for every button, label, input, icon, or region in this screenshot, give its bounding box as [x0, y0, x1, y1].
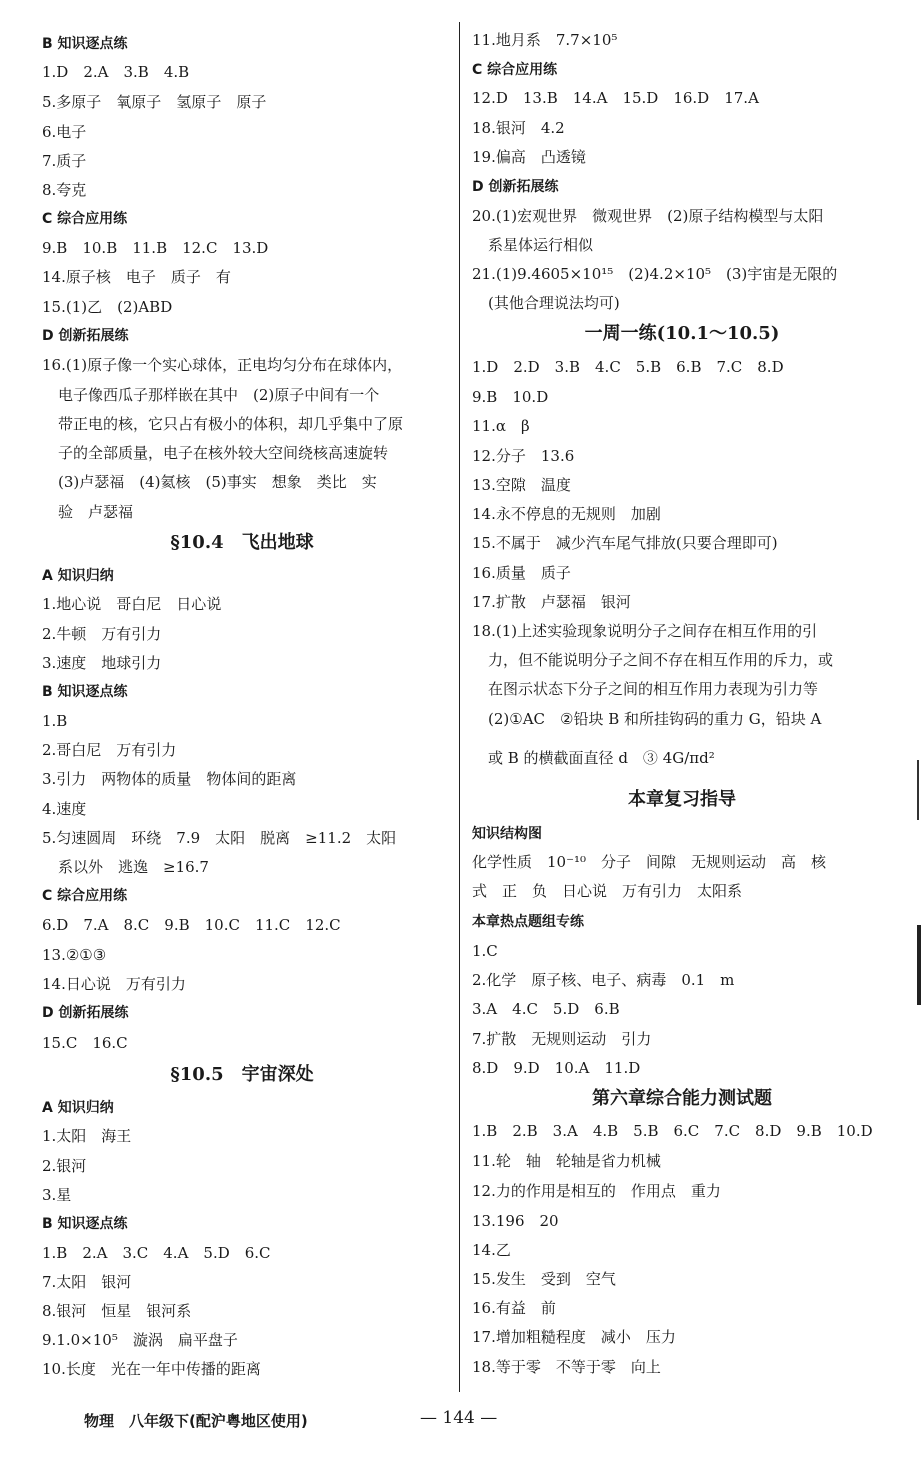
answer-line: 8.D 9.D 10.A 11.D [472, 1059, 641, 1077]
answer-line: 2.哥白尼 万有引力 [42, 741, 177, 759]
answer-line: 1.B 2.B 3.A 4.B 5.B 6.C 7.C 8.D 9.B 10.D [472, 1122, 873, 1140]
answer-line: 17.增加粗糙程度 减小 压力 [472, 1328, 676, 1346]
answer-continuation: (其他合理说法均可) [488, 294, 620, 312]
answer-line: 16.质量 质子 [472, 564, 571, 582]
answer-line: 6.D 7.A 8.C 9.B 10.C 11.C 12.C [42, 916, 341, 934]
section-label: C 综合应用练 [42, 888, 128, 904]
answer-line: 3.速度 地球引力 [42, 654, 162, 672]
answer-line: 14.乙 [472, 1241, 511, 1259]
answer-line: 15.不属于 减少汽车尾气排放(只要合理即可) [472, 534, 778, 552]
answer-line: 2.牛顿 万有引力 [42, 625, 162, 643]
answer-line: 12.分子 13.6 [472, 447, 575, 465]
answer-line: 20.(1)宏观世界 微观世界 (2)原子结构模型与太阳 [472, 207, 824, 225]
answer-continuation: (2)①AC ②铅块 B 和所挂钩码的重力 G，铅块 A [488, 710, 822, 728]
answer-line: 9.B 10.D [472, 388, 549, 406]
answer-line: 1.D 2.A 3.B 4.B [42, 63, 190, 81]
answer-line: 14.日心说 万有引力 [42, 975, 186, 993]
answer-line: 1.D 2.D 3.B 4.C 5.B 6.B 7.C 8.D [472, 358, 784, 376]
answer-line: 18.等于零 不等于零 向上 [472, 1358, 661, 1376]
answer-line: 11.α β [472, 417, 530, 435]
answer-line: 19.偏高 凸透镜 [472, 148, 586, 166]
answer-line: 15.(1)乙 (2)ABD [42, 298, 173, 316]
answer-line: 11.轮 轴 轮轴是省力机械 [472, 1152, 661, 1170]
answer-line: 10.长度 光在一年中传播的距离 [42, 1360, 261, 1378]
answer-line: 13.②①③ [42, 946, 107, 964]
answer-line: 2.化学 原子核、电子、病毒 0.1 m [472, 971, 735, 989]
answer-line: 8.夸克 [42, 181, 87, 199]
section-label: B 知识逐点练 [42, 1216, 128, 1232]
answer-line: 15.发生 受到 空气 [472, 1270, 616, 1288]
answer-continuation: (3)卢瑟福 (4)氦核 (5)事实 想象 类比 实 [58, 473, 377, 491]
answer-continuation: 验 卢瑟福 [58, 503, 134, 521]
answer-line: 3.星 [42, 1186, 72, 1204]
answer-continuation: 在图示状态下分子之间的相互作用力表现为引力等 [488, 680, 819, 698]
answer-line: 17.扩散 卢瑟福 银河 [472, 593, 631, 611]
answer-line: 式 正 负 日心说 万有引力 太阳系 [472, 882, 743, 900]
answer-line: 9.B 10.B 11.B 12.C 13.D [42, 239, 269, 257]
answer-line: 14.永不停息的无规则 加剧 [472, 505, 661, 523]
section-label: 本章热点题组专练 [472, 914, 584, 930]
answer-line: 1.C [472, 942, 498, 960]
answer-line: 14.原子核 电子 质子 有 [42, 268, 231, 286]
answer-line: 12.D 13.B 14.A 15.D 16.D 17.A [472, 89, 759, 107]
section-heading: §10.4 飞出地球 [170, 532, 314, 553]
answer-line: 5.多原子 氧原子 氢原子 原子 [42, 93, 267, 111]
section-heading: 本章复习指导 [628, 789, 736, 810]
page-edge-mark [917, 760, 919, 820]
answer-continuation: 或 B 的横截面直径 d ③ 4G/πd² [488, 749, 715, 767]
answer-continuation: 力，但不能说明分子之间不存在相互作用的斥力，或 [488, 651, 834, 669]
page-number: — 144 — [420, 1408, 498, 1428]
answer-line: 18.银河 4.2 [472, 119, 565, 137]
answer-line: 21.(1)9.4605×10¹⁵ (2)4.2×10⁵ (3)宇宙是无限的 [472, 265, 838, 283]
answer-continuation: 系以外 逃逸 ≥16.7 [58, 858, 209, 876]
page-edge-mark [917, 925, 921, 1005]
answer-line: 7.太阳 银河 [42, 1273, 132, 1291]
answer-line: 8.银河 恒星 银河系 [42, 1302, 192, 1320]
column-divider [459, 22, 460, 1392]
answer-line: 11.地月系 7.7×10⁵ [472, 31, 618, 49]
section-label: 知识结构图 [472, 826, 542, 842]
answer-continuation: 子的全部质量，电子在核外较大空间绕核高速旋转 [58, 444, 389, 462]
section-label: D 创新拓展练 [42, 1005, 129, 1021]
answer-line: 16.(1)原子像一个实心球体，正电均匀分布在球体内， [42, 356, 403, 374]
section-label: D 创新拓展练 [472, 179, 559, 195]
answer-line: 1.B [42, 712, 68, 730]
section-heading: 第六章综合能力测试题 [592, 1088, 772, 1109]
section-label: C 综合应用练 [42, 211, 128, 227]
answer-line: 18.(1)上述实验现象说明分子之间存在相互作用的引 [472, 622, 818, 640]
section-label: D 创新拓展练 [42, 328, 129, 344]
answer-line: 1.地心说 哥白尼 日心说 [42, 595, 222, 613]
answer-line: 13.空隙 温度 [472, 476, 571, 494]
answer-line: 5.匀速圆周 环绕 7.9 太阳 脱离 ≥11.2 太阳 [42, 829, 397, 847]
section-label: B 知识逐点练 [42, 36, 128, 52]
answer-line: 9.1.0×10⁵ 漩涡 扁平盘子 [42, 1331, 238, 1349]
answer-line: 化学性质 10⁻¹⁰ 分子 间隙 无规则运动 高 核 [472, 853, 827, 871]
section-label: A 知识归纳 [42, 568, 114, 584]
answer-line: 4.速度 [42, 800, 87, 818]
section-heading: 一周一练(10.1～10.5) [584, 323, 780, 344]
footer-subject: 物理 八年级下(配沪粤地区使用) [84, 1412, 308, 1430]
answer-line: 6.电子 [42, 123, 87, 141]
answer-line: 16.有益 前 [472, 1299, 556, 1317]
section-label: C 综合应用练 [472, 62, 558, 78]
section-label: B 知识逐点练 [42, 684, 128, 700]
section-heading: §10.5 宇宙深处 [170, 1064, 314, 1085]
answer-line: 12.力的作用是相互的 作用点 重力 [472, 1182, 721, 1200]
answer-continuation: 电子像西瓜子那样嵌在其中 (2)原子中间有一个 [58, 386, 380, 404]
answer-line: 15.C 16.C [42, 1034, 128, 1052]
answer-line: 7.质子 [42, 152, 87, 170]
answer-line: 3.A 4.C 5.D 6.B [472, 1000, 620, 1018]
answer-line: 3.引力 两物体的质量 物体间的距离 [42, 770, 297, 788]
answer-line: 1.太阳 海王 [42, 1127, 132, 1145]
answer-line: 1.B 2.A 3.C 4.A 5.D 6.C [42, 1244, 271, 1262]
answer-line: 2.银河 [42, 1157, 87, 1175]
answer-line: 13.196 20 [472, 1212, 559, 1230]
answer-continuation: 系星体运行相似 [488, 236, 594, 254]
answer-line: 7.扩散 无规则运动 引力 [472, 1030, 652, 1048]
section-label: A 知识归纳 [42, 1100, 114, 1116]
answer-continuation: 带正电的核，它只占有极小的体积，却几乎集中了原 [58, 415, 404, 433]
